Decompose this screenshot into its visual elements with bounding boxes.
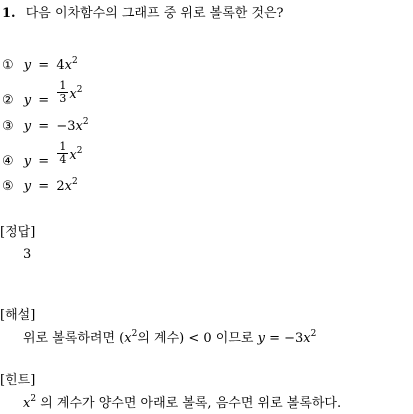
choice-eq: = <box>38 58 50 73</box>
choice-fraction <box>57 80 68 105</box>
choice-exp: 2 <box>82 117 89 127</box>
answer-value: 3 <box>23 247 32 262</box>
explanation-result-var: x <box>303 331 311 346</box>
choice-lhs: y <box>23 93 32 108</box>
choice-fraction <box>57 141 68 166</box>
choice-lhs: y <box>23 154 32 169</box>
choice-var: x <box>64 179 72 194</box>
choice-lhs: y <box>23 58 32 73</box>
question <box>2 7 284 20</box>
choice-lhs: y <box>23 119 32 134</box>
choice-coef: −3 <box>56 119 76 134</box>
hint-label: [힌트] <box>0 373 36 388</box>
hint-var: x <box>23 396 31 411</box>
choice-coef: 4 <box>56 58 65 73</box>
explanation-result-lhs: y <box>257 331 265 346</box>
explanation-exp: 2 <box>131 329 138 339</box>
choice-exp: 2 <box>76 85 83 95</box>
explanation-var: x <box>124 331 132 346</box>
choice-var: x <box>69 87 77 102</box>
explanation-mid: 의 계수) < 0 이므로 <box>137 331 258 346</box>
explanation-text <box>23 329 317 346</box>
choice-marker: ③ <box>2 119 14 134</box>
hint-body: 의 계수가 양수면 아래로 볼록, 음수면 위로 볼록하다. <box>36 396 342 411</box>
choice-exp: 2 <box>71 177 78 187</box>
choice-exp: 2 <box>76 146 83 156</box>
choice-exp: 2 <box>71 56 78 66</box>
explanation-result-eq: = −3 <box>264 331 304 346</box>
choice-lhs: y <box>23 179 32 194</box>
fraction-denominator: 4 <box>59 153 67 166</box>
choice-eq: = <box>38 119 50 134</box>
choice-marker: ① <box>2 58 14 73</box>
fraction-denominator: 3 <box>59 92 67 105</box>
question-number: 1. <box>2 6 16 21</box>
choice-var: x <box>69 148 77 163</box>
choice-marker: ④ <box>2 154 14 169</box>
choice-eq: = <box>38 93 50 108</box>
choice-2 <box>2 79 83 108</box>
choice-eq: = <box>38 179 50 194</box>
explanation-result-exp: 2 <box>310 329 317 339</box>
choice-var: x <box>75 119 83 134</box>
answer-label: [정답] <box>0 225 36 240</box>
hint-text <box>23 394 342 411</box>
choice-3 <box>2 117 89 134</box>
choice-coef: 2 <box>56 179 65 194</box>
fraction-numerator: 1 <box>59 79 67 92</box>
fraction-numerator: 1 <box>59 140 67 153</box>
explanation-before: 위로 볼록하려면 ( <box>23 331 125 346</box>
choice-eq: = <box>38 154 50 169</box>
choice-5 <box>2 177 78 194</box>
question-text: 다음 이차함수의 그래프 중 위로 볼록한 것은? <box>25 6 284 21</box>
choice-4 <box>2 140 83 169</box>
explanation-label: [해설] <box>0 308 36 323</box>
choice-1 <box>2 56 78 73</box>
hint-exp: 2 <box>30 394 37 404</box>
choice-var: x <box>64 58 72 73</box>
choice-marker: ② <box>2 93 14 108</box>
choice-marker: ⑤ <box>2 179 14 194</box>
